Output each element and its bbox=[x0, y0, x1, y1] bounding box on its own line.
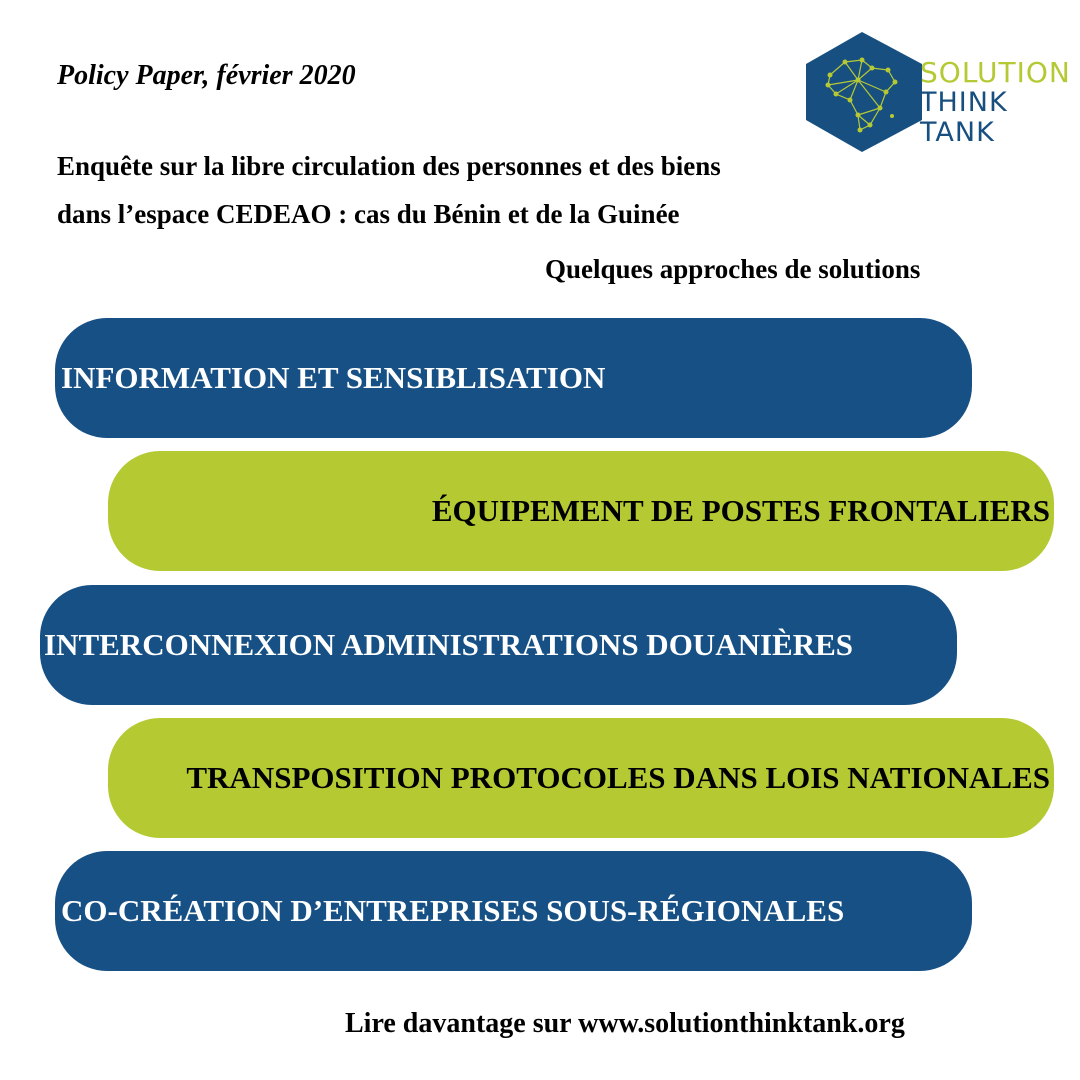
solution-label: ÉQUIPEMENT DE POSTES FRONTALIERS bbox=[431, 493, 1050, 528]
footer-read-more-link[interactable]: Lire davantage sur www.solutionthinktank.org bbox=[345, 1008, 905, 1039]
solution-pill-information bbox=[55, 318, 972, 438]
paper-title: Enquête sur la libre circulation des personnes et des biens dans l’espace CEDEAO : cas du Bénin et de la Guinée bbox=[57, 151, 721, 229]
solution-pill-interconnexion bbox=[40, 585, 957, 705]
solution-label: INFORMATION ET SENSIBLISATION bbox=[61, 360, 606, 395]
solution-pill-co-creation bbox=[55, 851, 972, 971]
logo-line-think-tank: THINK TANK bbox=[920, 87, 1008, 148]
section-heading: Quelques approches de solutions bbox=[545, 254, 921, 284]
solution-label: TRANSPOSITION PROTOCOLES DANS LOIS NATIONALES bbox=[186, 760, 1050, 795]
solution-pill-transposition bbox=[108, 718, 1054, 838]
paper-subtitle: Policy Paper, février 2020 bbox=[57, 60, 356, 91]
logo-line-solution: SOLUTION bbox=[920, 56, 1071, 89]
solution-pill-equipement bbox=[108, 451, 1054, 571]
logo-wordmark bbox=[920, 58, 1080, 148]
solution-label: CO-CRÉATION D’ENTREPRISES SOUS-RÉGIONALES bbox=[61, 893, 845, 928]
africa-network-hexagon-icon bbox=[800, 30, 930, 154]
solution-label: INTERCONNEXION ADMINISTRATIONS DOUANIÈRES bbox=[44, 627, 854, 662]
